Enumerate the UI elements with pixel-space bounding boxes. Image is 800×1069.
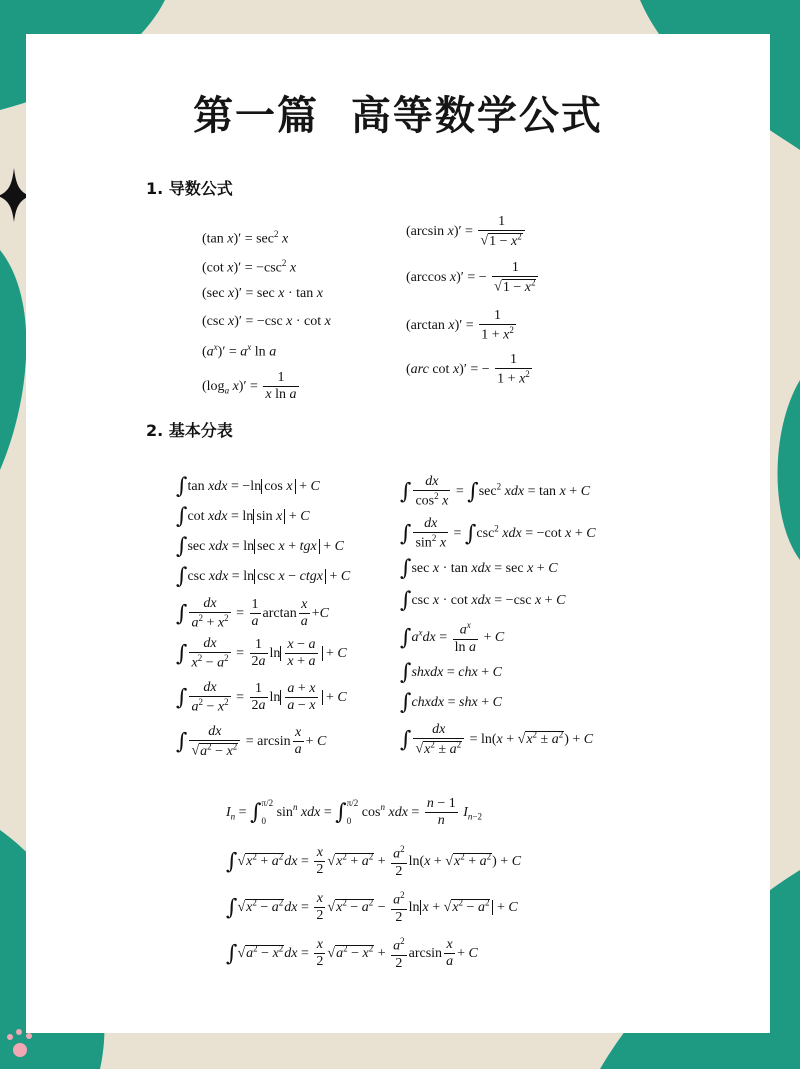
formula-deriv-sec: (sec x)′ = sec x · tan x (202, 286, 323, 301)
formula-deriv-arccos: (arccos x)′ = − $\frac{1}{√1 - x^2}$ (406, 260, 540, 296)
formula-int-tan: ∫tan xdx = −ln cos x + C (176, 474, 320, 499)
formula-int-csc-cot: ∫csc x · cot xdx = −csc x + C (400, 588, 566, 613)
formula-int-cot: ∫cot xdx = ln sin x + C (176, 504, 310, 529)
formula-int-In: $I_n = \int\pi/2$ 0 $\sin^n$ xdx = ∫π/2 0 $\cos^n$ xdx = $\frac{n - 1}{n}$ $I_{n-2}$ (226, 796, 482, 829)
formula-deriv-csc: (csc x)′ = −csc x · cot x (202, 314, 331, 329)
formula-deriv-cot: (cot $x)' = -\csc^2$ x (202, 258, 297, 276)
formula-int-sec: ∫sec xdx = ln sec x + tgx + C (176, 534, 344, 559)
leaf-left-mid (0, 250, 26, 470)
formula-deriv-exp: $(a^x)' = a^x$ ln a (202, 342, 277, 360)
formula-int-cos2: ∫ $\frac{dx}{\cos^2 x}$ = $\int\sec^2$ xdx = tan x + C (400, 474, 591, 509)
section-heading-derivatives: 1. 导数公式 (146, 179, 233, 198)
formula-sheet (26, 34, 770, 1033)
formula-deriv-arccot: (arc cot x)′ = − $\frac{1}{1 + x^2}$ (406, 352, 530, 387)
formula-int-chx: ∫chxdx = shx + C (400, 690, 502, 715)
formula-int-sec-tan: ∫sec x · tan xdx = sec x + C (400, 556, 558, 581)
formula-int-shx: ∫shxdx = chx + C (400, 660, 502, 685)
formula-deriv-arcsin: (arcsin x)′ = $\frac{1}{√1 - x^2}$ (406, 214, 527, 250)
formula-int-sqrt-x2-plus-a2: $\int√x^2 + a^2dx$ = $\frac{x}{2}$ $√x^2 + a^2$ + $\frac{a^2}{2}$ $\ln(x + √x^2 + a^2) + C$ (226, 844, 522, 879)
formula-int-csc: ∫csc xdx = ln csc x − ctgx + C (176, 564, 351, 589)
formula-int-ax: $\int a^xdx$ = $\frac{a^x}{\text{ln a}}$ + C (400, 620, 505, 655)
formula-int-x2-minus-a2: ∫ $\frac{dx}{x^2 - a^2}$ = $\frac{1}{2a}$ ln $\frac{x - a}{x + a}$ + C (176, 636, 347, 671)
section-heading-integrals: 2. 基本分表 (146, 421, 233, 440)
formula-deriv-arctan: (arctan x)′ = $\frac{1}{1 + x^2}$ (406, 308, 514, 343)
formula-int-sin2: ∫ $\frac{dx}{\sin^2 x}$ = $\int\csc^2$ xdx = −cot x + C (400, 516, 596, 551)
formula-int-sqrt-a2-minus-x2-dx: $\int√a^2 - x^2dx$ = $\frac{x}{2}$ $√a^2 - x^2$ + $\frac{a^2}{2}$ arcsin $\frac{x}{a}$ + C (226, 936, 478, 971)
formula-deriv-tan: (tan $x)' = \sec^2 x$ (202, 229, 289, 247)
formula-int-a2-plus-x2: ∫ $\frac{dx}{a^2 + x^2}$ = $\frac{1}{a}$ arctan $\frac{x}{a}$ +C (176, 596, 329, 631)
page-title: 第一篇 高等数学公式 (193, 93, 603, 139)
formula-int-sqrt-x2-minus-a2: $\int√x^2 - a^2dx$ = $\frac{x}{2}$ $√x^2 - a^2$ − $\frac{a^2}{2}$ $\ln x + √x^2 - a^2 + C$ (226, 890, 518, 925)
formula-int-sqrt-x2-pm-a2: ∫ $\frac{dx}{√x^2 \pm a^2}$ = $\ln(x + √x^2 \pm a^2) + C$ (400, 722, 594, 757)
leaf-right-mid (778, 380, 800, 560)
formula-int-sqrt-a2-minus-x2: ∫ $\frac{dx}{√a^2 - x^2}$ = arcsin $\frac{x}{a}$ + C (176, 724, 327, 759)
formula-int-a2-minus-x2: ∫ $\frac{dx}{a^2 - x^2}$ = $\frac{1}{2a}$ ln $\frac{a + x}{a - x}$ + C (176, 680, 347, 715)
formula-deriv-log: ($\log_a$ x)′ = $\frac{1}{\text{x ln a}}$ (202, 370, 297, 403)
